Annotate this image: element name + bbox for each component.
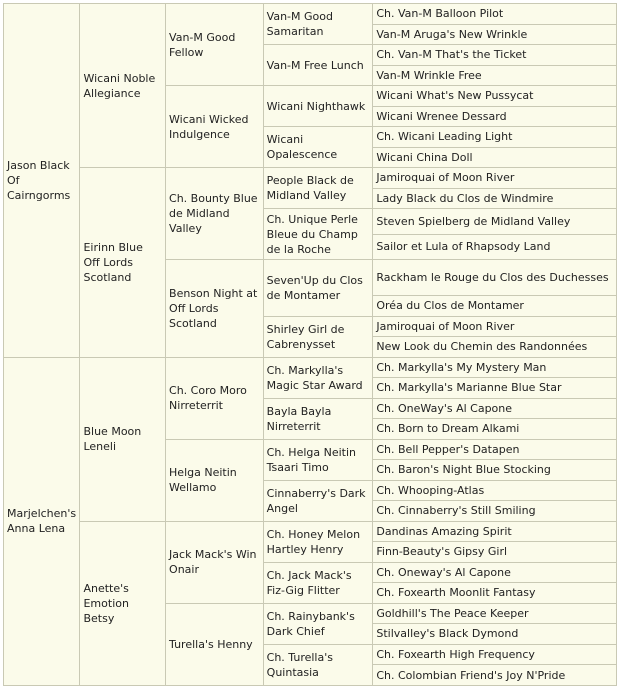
pedigree-sire-dam-dam-sire: Seven'Up du Clos de Montamer (264, 260, 374, 316)
pedigree-sire-dam: Eirinn Blue Off Lords Scotland (80, 168, 166, 358)
pedigree-gen5-cell: Oréa du Clos de Montamer (373, 296, 617, 317)
pedigree-gen5-cell: Dandinas Amazing Spirit (373, 522, 617, 543)
pedigree-gen5-cell: Van-M Aruga's New Wrinkle (373, 25, 617, 46)
pedigree-gen5-cell: Ch. Foxearth Moonlit Fantasy (373, 583, 617, 604)
pedigree-gen5-cell: Goldhill's The Peace Keeper (373, 604, 617, 625)
pedigree-gen5-cell: Ch. Bell Pepper's Datapen (373, 440, 617, 461)
pedigree-gen5-cell: Ch. Van-M Balloon Pilot (373, 4, 617, 25)
pedigree-gen5-cell: Steven Spielberg de Midland Valley (373, 209, 617, 235)
pedigree-sire: Jason Black Of Cairngorms (4, 4, 80, 358)
pedigree-table (3, 3, 617, 686)
pedigree-gen5-cell: New Look du Chemin des Randonnées (373, 337, 617, 358)
pedigree-gen5-cell: Finn-Beauty's Gipsy Girl (373, 542, 617, 563)
pedigree-gen5-cell: Van-M Wrinkle Free (373, 66, 617, 87)
pedigree-dam-sire: Blue Moon Leneli (80, 358, 166, 522)
pedigree-gen5-cell: Lady Black du Clos de Windmire (373, 189, 617, 210)
pedigree-dam-dam: Anette's Emotion Betsy (80, 522, 166, 686)
pedigree-gen5-cell: Ch. Oneway's Al Capone (373, 563, 617, 584)
pedigree-sire-sire-dam: Wicani Wicked Indulgence (166, 86, 264, 168)
pedigree-gen5-cell: Ch. Wicani Leading Light (373, 127, 617, 148)
pedigree-gen5-cell: Stilvalley's Black Dymond (373, 624, 617, 645)
pedigree-gen5-cell: Ch. Baron's Night Blue Stocking (373, 460, 617, 481)
pedigree-gen5-cell: Ch. Van-M That's the Ticket (373, 45, 617, 66)
pedigree-sire-dam-sire-sire: People Black de Midland Valley (264, 168, 374, 209)
pedigree-gen5-cell: Ch. Cinnaberry's Still Smiling (373, 501, 617, 522)
pedigree-gen5-cell: Ch. OneWay's Al Capone (373, 399, 617, 420)
pedigree-gen5-cell: Wicani What's New Pussycat (373, 86, 617, 107)
pedigree-gen5-cell: Ch. Markylla's My Mystery Man (373, 358, 617, 379)
pedigree-gen5-cell: Wicani China Doll (373, 148, 617, 169)
pedigree-gen5-cell: Ch. Foxearth High Frequency (373, 645, 617, 666)
pedigree-gen5-cell: Sailor et Lula of Rhapsody Land (373, 235, 617, 261)
pedigree-dam-dam-dam: Turella's Henny (166, 604, 264, 686)
pedigree-sire-dam-dam-dam: Shirley Girl de Cabrenysset (264, 317, 374, 358)
pedigree-gen5-cell: Ch. Colombian Friend's Joy N'Pride (373, 665, 617, 686)
pedigree-sire-sire-sire-sire: Van-M Good Samaritan (264, 4, 374, 45)
pedigree-sire-sire-dam-dam: Wicani Opalescence (264, 127, 374, 168)
pedigree-dam-sire-sire-dam: Bayla Bayla Nirreterrit (264, 399, 374, 440)
pedigree-dam-sire-sire-sire: Ch. Markylla's Magic Star Award (264, 358, 374, 399)
pedigree-dam-dam-dam-sire: Ch. Rainybank's Dark Chief (264, 604, 374, 645)
pedigree-sire-sire-dam-sire: Wicani Nighthawk (264, 86, 374, 127)
pedigree-dam: Marjelchen's Anna Lena (4, 358, 80, 686)
pedigree-sire-dam-dam: Benson Night at Off Lords Scotland (166, 260, 264, 357)
pedigree-dam-dam-dam-dam: Ch. Turella's Quintasia (264, 645, 374, 686)
pedigree-gen5-cell: Jamiroquai of Moon River (373, 317, 617, 338)
pedigree-sire-dam-sire-dam: Ch. Unique Perle Bleue du Champ de la Roche (264, 209, 374, 260)
pedigree-dam-sire-sire: Ch. Coro Moro Nirreterrit (166, 358, 264, 440)
pedigree-dam-sire-dam-sire: Ch. Helga Neitin Tsaari Timo (264, 440, 374, 481)
pedigree-gen5-cell: Ch. Whooping-Atlas (373, 481, 617, 502)
pedigree-sire-sire: Wicani Noble Allegiance (80, 4, 166, 168)
pedigree-gen5-cell: Ch. Markylla's Marianne Blue Star (373, 378, 617, 399)
pedigree-dam-dam-sire: Jack Mack's Win Onair (166, 522, 264, 604)
pedigree-gen5-cell: Wicani Wrenee Dessard (373, 107, 617, 128)
pedigree-gen5-cell: Rackham le Rouge du Clos des Duchesses (373, 260, 617, 296)
pedigree-dam-sire-dam: Helga Neitin Wellamo (166, 440, 264, 522)
pedigree-sire-dam-sire: Ch. Bounty Blue de Midland Valley (166, 168, 264, 260)
pedigree-gen5-cell: Jamiroquai of Moon River (373, 168, 617, 189)
pedigree-dam-dam-sire-sire: Ch. Honey Melon Hartley Henry (264, 522, 374, 563)
pedigree-gen5-cell: Ch. Born to Dream Alkami (373, 419, 617, 440)
pedigree-dam-sire-dam-dam: Cinnaberry's Dark Angel (264, 481, 374, 522)
pedigree-sire-sire-sire-dam: Van-M Free Lunch (264, 45, 374, 86)
pedigree-sire-sire-sire: Van-M Good Fellow (166, 4, 264, 86)
pedigree-dam-dam-sire-dam: Ch. Jack Mack's Fiz-Gig Flitter (264, 563, 374, 604)
